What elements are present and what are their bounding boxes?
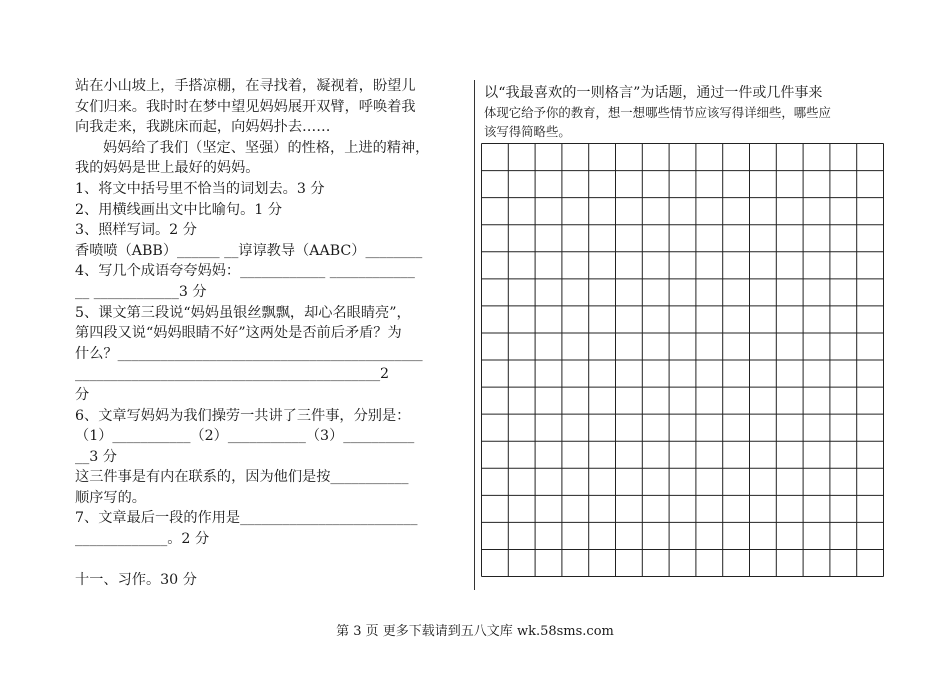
page-footer: 第 3 页 更多下载请到五八文库 wk.58sms.com xyxy=(336,624,614,639)
text-line: 1、将文中括号里不恰当的词划去。3 分 xyxy=(75,180,325,197)
text-line: 女们归来。我时时在梦中望见妈妈展开双臂，呼唤着我 xyxy=(75,98,416,115)
text-line: 顺序写的。 xyxy=(75,489,146,506)
text-line: （1）___________（2）___________（3）__________ xyxy=(75,428,415,445)
text-line: 这三件事是有内在联系的，因为他们是按___________ xyxy=(75,469,409,486)
prompt-rest: 为话题，通过一件或几件事来 xyxy=(640,85,823,101)
blank-gap xyxy=(75,550,465,571)
text-line: 3、照样写词。2 分 xyxy=(75,222,197,239)
text-line: 5、课文第三段说“妈妈虽银丝飘飘，却心名眼睛亮”， xyxy=(75,304,411,321)
prompt-quote: 以“我最喜欢的一则格言” xyxy=(484,85,641,101)
text-line: 4、写几个成语夸夸妈妈：____________ ____________ xyxy=(75,263,415,280)
text-line: 什么？___________________________________________ xyxy=(75,345,423,362)
composition-prompt xyxy=(484,84,884,141)
text-line: 分 xyxy=(75,386,90,403)
text-line: 6、文章写妈妈为我们操劳一共讲了三件事，分别是： xyxy=(75,407,411,424)
prompt-line-2: 体现它给予你的教育，想一想哪些情节应该写得详细些，哪些应 xyxy=(484,105,831,120)
text-line: __ ____________3 分 xyxy=(75,283,207,300)
text-line: __3 分 xyxy=(75,448,117,465)
text-line: 向我走来，我跳床而起，向妈妈扑去…… xyxy=(75,119,331,136)
text-line: 妈妈给了我们（坚定、坚强）的性格，上进的精神， xyxy=(103,139,430,156)
prompt-line-3: 该写得简略些。 xyxy=(484,124,571,139)
passage-and-questions xyxy=(75,76,465,550)
prompt-line-1 xyxy=(484,84,884,103)
text-line: 站在小山坡上，手搭凉棚，在寻找着，凝视着，盼望儿 xyxy=(75,78,416,94)
text-line: 2、用横线画出文中比喻句。1 分 xyxy=(75,201,283,218)
text-line: 第四段又说“妈妈眼睛不好”这两处是否前后矛盾？为 xyxy=(75,325,402,342)
section-title-composition: 十一、习作。30 分 xyxy=(75,572,197,589)
text-line: _____________。2 分 xyxy=(75,531,210,548)
writing-grid-svg xyxy=(481,143,884,577)
text-line: 7、文章最后一段的作用是_________________________ xyxy=(75,510,418,527)
column-divider xyxy=(474,80,475,590)
writing-grid[interactable] xyxy=(481,143,884,577)
text-line: ___________________________________________2 xyxy=(75,366,390,383)
text-line: 香喷喷（ABB）______ __谆谆教导（AABC）________ xyxy=(75,242,423,259)
reading-questions xyxy=(75,76,465,591)
text-line: 我的妈妈是世上最好的妈妈。 xyxy=(75,160,260,177)
